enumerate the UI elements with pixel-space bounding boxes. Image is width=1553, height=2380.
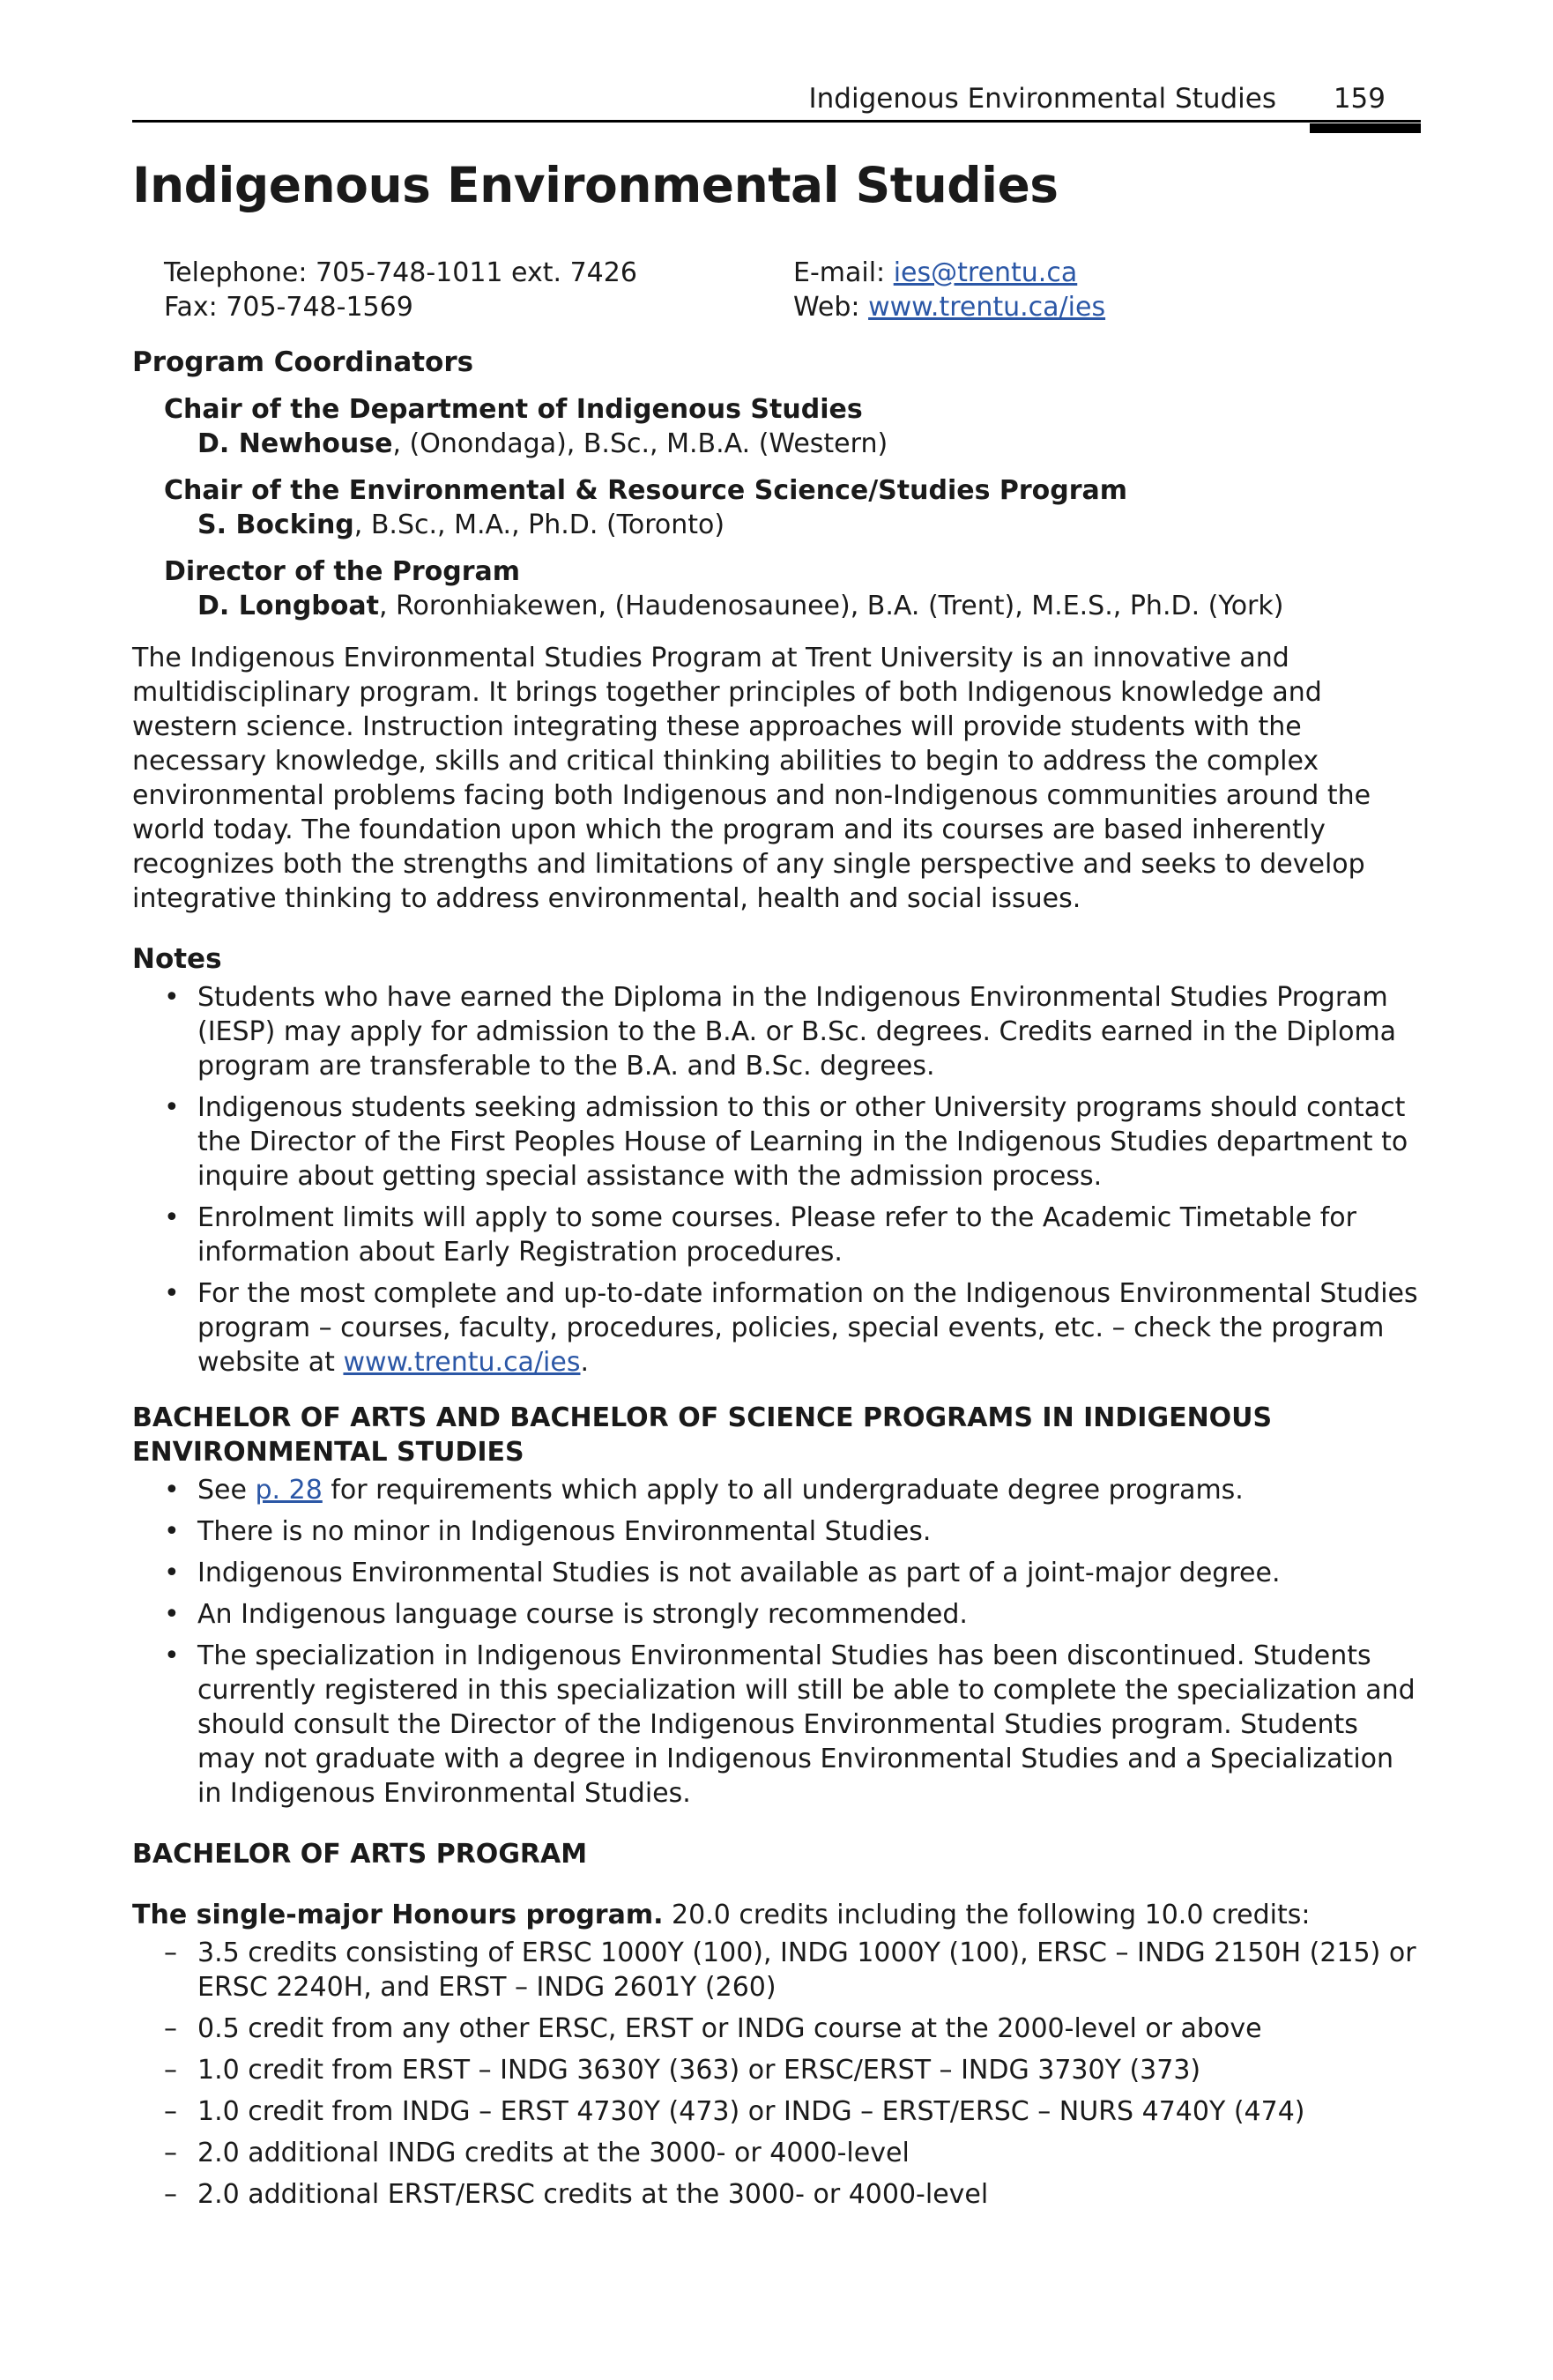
page-number: 159 <box>1333 83 1386 115</box>
notes-list <box>132 980 1421 1380</box>
ba-bsc-heading: BACHELOR OF ARTS AND BACHELOR OF SCIENCE PROGRAMS IN INDIGENOUS ENVIRONMENTAL STUDIES <box>132 1402 1273 1468</box>
coordinator-details: , Roronhiakewen, (Haudenosaunee), B.A. (Trent), M.E.S., Ph.D. (York) <box>378 591 1284 621</box>
program-website-link[interactable]: www.trentu.ca/ies <box>343 1347 581 1378</box>
ba-bsc-item-pre: See <box>197 1475 256 1506</box>
notes-item-text: For the most complete and up-to-date information on the Indigenous Environmental Studies program – courses, faculty, procedures, policies, special events, etc. – check the program website at <box>197 1278 1418 1378</box>
running-head-bar <box>1310 123 1421 133</box>
ba-lead <box>132 1898 1421 1932</box>
ba-list <box>132 1936 1421 2212</box>
notes-item <box>132 1276 1421 1380</box>
notes-item: • Students who have earned the Diploma in the Indigenous Environmental Studies Program (IESP) may apply for admission to the B.A. or B.Sc. degrees. Credits earned in the Diploma program are transferable to the B.A. and B.Sc. degrees. <box>132 980 1421 1083</box>
contact-left <box>164 256 637 324</box>
coordinator-role: Chair of the Environmental & Resource Science/Studies Program <box>164 475 1128 506</box>
ba-bsc-item <box>132 1473 1421 1507</box>
coordinator-name: S. Bocking <box>197 509 354 540</box>
contact-right <box>793 256 1105 324</box>
fax: Fax: 705-748-1569 <box>164 292 413 323</box>
coordinator-role: Director of the Program <box>164 556 521 587</box>
ba-item: – 0.5 credit from any other ERSC, ERST or INDG course at the 2000-level or above <box>132 2012 1421 2046</box>
ba-item: – 2.0 additional ERST/ERSC credits at the 3000- or 4000-level <box>132 2177 1421 2212</box>
ba-item: – 2.0 additional INDG credits at the 3000- or 4000-level <box>132 2136 1421 2170</box>
email-line <box>793 256 1105 290</box>
ba-heading: BACHELOR OF ARTS PROGRAM <box>132 1839 588 1870</box>
web-link[interactable]: www.trentu.ca/ies <box>868 292 1106 323</box>
telephone: Telephone: 705-748-1011 ext. 7426 <box>164 257 637 288</box>
running-head <box>132 81 1421 123</box>
ba-item: – 1.0 credit from INDG – ERST 4730Y (473) or INDG – ERST/ERSC – NURS 4740Y (474) <box>132 2094 1421 2129</box>
ba-bsc-item: • There is no minor in Indigenous Environmental Studies. <box>132 1514 1421 1549</box>
coordinator-name: D. Longboat <box>197 591 379 621</box>
ba-bsc-list <box>132 1473 1421 1811</box>
coordinator-item <box>164 473 1421 542</box>
coordinator-item <box>164 392 1421 461</box>
email-label: E-mail: <box>793 257 894 288</box>
page-ref-link[interactable]: p. 28 <box>255 1475 323 1506</box>
coordinator-person <box>197 589 1421 623</box>
web-label: Web: <box>793 292 869 323</box>
email-link[interactable]: ies@trentu.ca <box>893 257 1078 288</box>
coordinator-person <box>197 508 1421 542</box>
coordinator-role: Chair of the Department of Indigenous Studies <box>164 394 863 425</box>
ba-lead-bold: The single-major Honours program. <box>132 1900 664 1930</box>
notes-item: • Enrolment limits will apply to some courses. Please refer to the Academic Timetable for information about Early Registration procedures. <box>132 1201 1421 1269</box>
coordinator-details: , B.Sc., M.A., Ph.D. (Toronto) <box>353 509 725 540</box>
notes-heading: Notes <box>132 943 222 975</box>
ba-bsc-item: • Indigenous Environmental Studies is not available as part of a joint-major degree. <box>132 1556 1421 1590</box>
coordinators-heading: Program Coordinators <box>132 346 474 378</box>
coordinator-details: , (Onondaga), B.Sc., M.B.A. (Western) <box>392 428 888 459</box>
web-line <box>793 290 1105 324</box>
notes-item-end: . <box>580 1347 590 1378</box>
coordinator-item <box>164 554 1421 623</box>
ba-lead-rest: 20.0 credits including the following 10.0 credits: <box>663 1900 1311 1930</box>
coordinator-person <box>197 427 1421 461</box>
coordinator-name: D. Newhouse <box>197 428 393 459</box>
ba-bsc-item: • An Indigenous language course is strongly recommended. <box>132 1597 1421 1632</box>
running-head-title: Indigenous Environmental Studies <box>808 83 1276 115</box>
ba-bsc-item: • The specialization in Indigenous Environmental Studies has been discontinued. Students currently registered in this specialization will still be able to complete the specialization and should consult the Director of the Indigenous Environmental Studies program. Students may not graduate with a degree in Indigenous Environmental Studies and a Specialization in Indigenous Environmental Studies. <box>132 1639 1421 1811</box>
intro-paragraph: The Indigenous Environmental Studies Program at Trent University is an innovative and multidisciplinary program. It brings together principles of both Indigenous knowledge and western science. Instruction integrating these approaches will provide students with the necessary knowledge, skills and critical thinking abilities to begin to address the complex environmental problems facing both Indigenous and non-Indigenous communities around the world today. The foundation upon which the program and its courses are based inherently recognizes both the strengths and limitations of any single perspective and seeks to develop integrative thinking to address environmental, health and social issues. <box>132 643 1371 914</box>
main-content <box>132 256 1421 2219</box>
contact-block <box>164 256 1421 326</box>
ba-bsc-item-post: for requirements which apply to all undergraduate degree programs. <box>322 1475 1244 1506</box>
notes-item: • Indigenous students seeking admission to this or other University programs should contact the Director of the First Peoples House of Learning in the Indigenous Studies department to inquire about getting special assistance with the admission process. <box>132 1090 1421 1194</box>
ba-item: – 1.0 credit from ERST – INDG 3630Y (363) or ERSC/ERST – INDG 3730Y (373) <box>132 2053 1421 2087</box>
page-title: Indigenous Environmental Studies <box>132 157 1059 213</box>
ba-item: – 3.5 credits consisting of ERSC 1000Y (100), INDG 1000Y (100), ERSC – INDG 2150H (215) or ERSC 2240H, and ERST – INDG 2601Y (260) <box>132 1936 1421 2004</box>
